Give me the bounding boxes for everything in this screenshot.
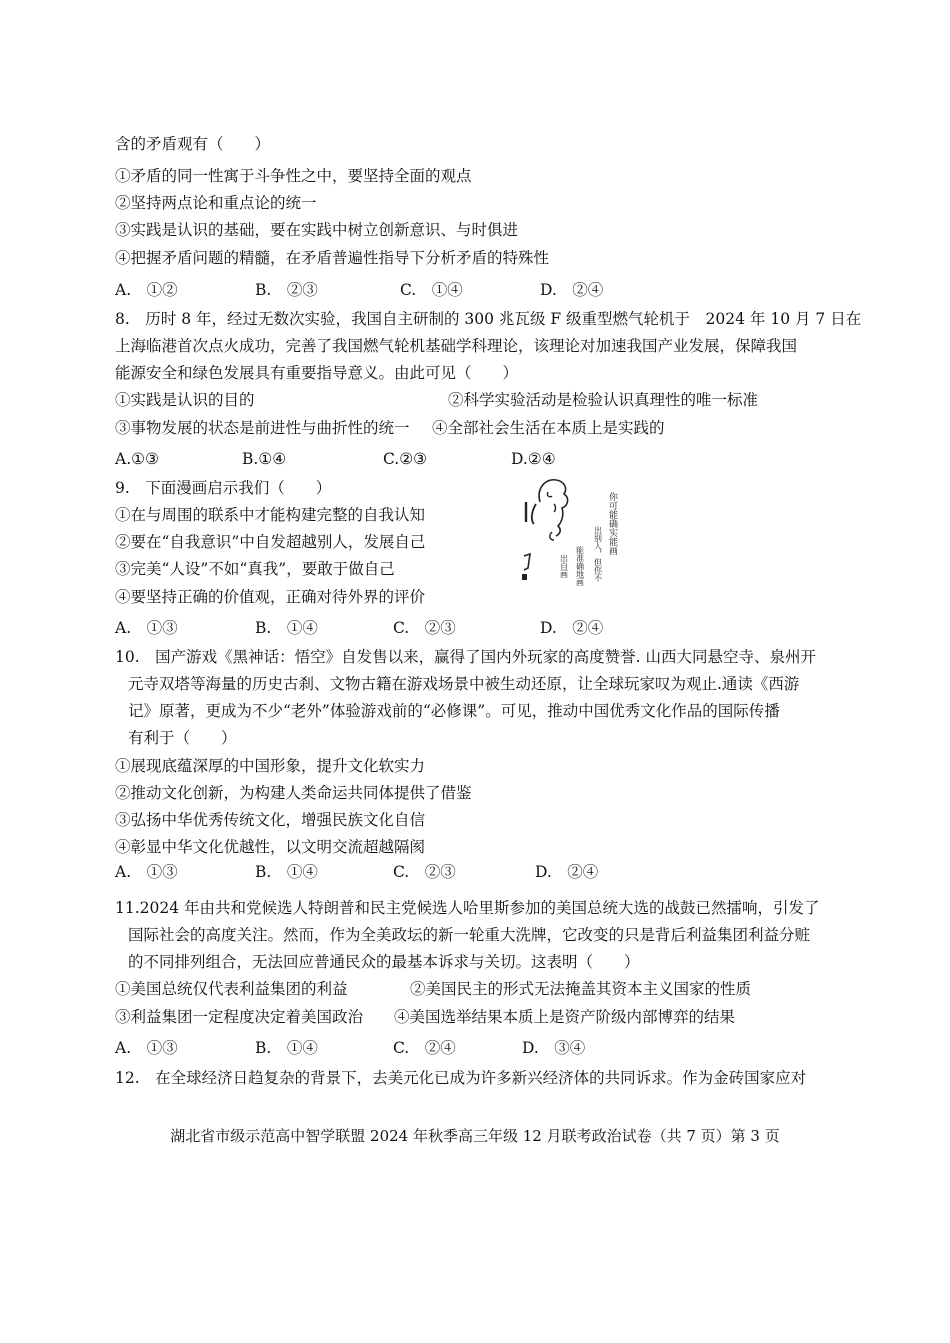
hair-stroke: [532, 504, 536, 524]
caption-column-1: 你可能确实能画: [607, 492, 617, 555]
q10-option-d: D. ②④: [535, 863, 599, 881]
q8-statement-1: ①实践是认识的目的: [115, 391, 255, 409]
q11-statement-1: ①美国总统仅代表利益集团的利益: [115, 980, 348, 998]
seal-mark: [522, 574, 527, 580]
q10-option-b: B. ①④: [255, 863, 318, 881]
q9-option-d: D. ②④: [540, 619, 604, 637]
q11-statement-4: ④美国选举结果本质上是资产阶级内部博弈的结果: [394, 1008, 736, 1026]
small-figure: [524, 554, 530, 570]
q11-option-d: D. ③④: [522, 1039, 586, 1057]
q8-option-b: B.①④: [242, 450, 287, 468]
q10-stem-line-2: 元寺双塔等海量的历史古刹、文物古籍在游戏场景中被生动还原，让全球玩家叹为观止.通读《西游: [128, 675, 800, 693]
q8-option-c: C.②③: [383, 450, 428, 468]
q9-option-c: C. ②③: [393, 619, 456, 637]
q9-option-b: B. ①④: [255, 619, 318, 637]
q8-stem-line-1: 8. 历时 8 年，经过无数次实验，我国自主研制的 300 兆瓦级 F 级重型燃气轮机于 2024 年 10 月 7 日在: [115, 310, 862, 328]
q8-option-a: A.①③: [115, 450, 159, 468]
q8-option-d: D.②④: [511, 450, 556, 468]
q7-option-a: A. ①②: [115, 281, 178, 299]
q8-statement-4: ④全部社会生活在本质上是实践的: [432, 419, 665, 437]
chin-stroke: [550, 532, 554, 540]
q7-option-b: B. ②③: [255, 281, 318, 299]
q10-statement-2: ②推动文化创新，为构建人类命运共同体提供了借鉴: [115, 784, 472, 802]
q10-stem-line-4: 有利于（ ）: [128, 729, 237, 747]
q9-statement-3: ③完美“人设”不如“真我”，要敢于做自己: [115, 560, 395, 578]
q7-option-d: D. ②④: [540, 281, 604, 299]
q11-statement-3: ③利益集团一定程度决定着美国政治: [115, 1008, 364, 1026]
q10-statement-4: ④彰显中华文化优越性，以文明交流超越隔阂: [115, 838, 426, 856]
q11-option-b: B. ①④: [255, 1039, 318, 1057]
face-outline: [539, 480, 568, 536]
q9-stem: 9. 下面漫画启示我们（ ）: [115, 479, 332, 497]
page-footer: 湖北省市级示范高中智学联盟 2024 年秋季高三年级 12 月联考政治试卷（共 7 页）第 3 页: [170, 1127, 780, 1145]
q10-statement-3: ③弘扬中华优秀传统文化，增强民族文化自信: [115, 811, 426, 829]
caption-column-4: 出自画: [559, 554, 569, 578]
q7-statement-4: ④把握矛盾问题的精髓，在矛盾普遍性指导下分析矛盾的特殊性: [115, 249, 550, 267]
q11-stem-line-1: 11.2024 年由共和党候选人特朗普和民主党候选人哈里斯参加的美国总统大选的战鼓已然擂响，引发了: [115, 899, 820, 917]
q8-stem-line-2: 上海临港首次点火成功，完善了我国燃气轮机基础学科理论，该理论对加速我国产业发展，保障我国: [115, 337, 798, 355]
q10-stem-line-1: 10. 国产游戏《黑神话：悟空》自发售以来，赢得了国内外玩家的高度赞誉. 山西大同悬空寺、泉州开: [115, 648, 817, 666]
self-portrait-cartoon: [518, 474, 618, 586]
q11-option-c: C. ②④: [393, 1039, 456, 1057]
q7-stem-continuation: 含的矛盾观有（ ）: [115, 135, 271, 153]
caption-column-3: 能准确地画: [575, 546, 585, 586]
q12-stem-line-1: 12. 在全球经济日趋复杂的背景下，去美元化已成为许多新兴经济体的共同诉求。作为金砖国家应对: [115, 1069, 807, 1087]
q9-statement-4: ④要坚持正确的价值观，正确对待外界的评价: [115, 588, 426, 606]
q7-statement-3: ③实践是认识的基础，要在实践中树立创新意识、与时俱进: [115, 221, 519, 239]
caption-column-2: 出别人，但你不: [593, 526, 603, 582]
q11-option-a: A. ①③: [115, 1039, 178, 1057]
q8-stem-line-3: 能源安全和绿色发展具有重要指导意义。由此可见（ ）: [115, 364, 519, 382]
q7-option-c: C. ①④: [400, 281, 463, 299]
q7-statement-1: ①矛盾的同一性寓于斗争性之中，要坚持全面的观点: [115, 167, 472, 185]
q9-option-a: A. ①③: [115, 619, 178, 637]
q9-statement-1: ①在与周围的联系中才能构建完整的自我认知: [115, 506, 426, 524]
q7-statement-2: ②坚持两点论和重点论的统一: [115, 194, 317, 212]
q10-statement-1: ①展现底蕴深厚的中国形象，提升文化软实力: [115, 757, 426, 775]
q11-stem-line-3: 的不同排列组合，无法回应普通民众的最基本诉求与关切。这表明（ ）: [128, 953, 640, 971]
q8-statement-3: ③事物发展的状态是前进性与曲折性的统一: [115, 419, 410, 437]
q10-stem-line-3: 记》原著，更成为不少“老外”体验游戏前的“必修课”。可见，推动中国优秀文化作品的国际传播: [128, 702, 780, 720]
q10-option-a: A. ①③: [115, 863, 178, 881]
nose-stroke: [554, 504, 556, 512]
q9-statement-2: ②要在“自我意识”中自发超越别人，发展自己: [115, 533, 426, 551]
eye-stroke: [547, 492, 552, 497]
q8-statement-2: ②科学实验活动是检验认识真理性的唯一标准: [448, 391, 759, 409]
q11-stem-line-2: 国际社会的高度关注。然而，作为全美政坛的新一轮重大洗牌，它改变的只是背后利益集团利益分赃: [128, 926, 811, 944]
q11-statement-2: ②美国民主的形式无法掩盖其资本主义国家的性质: [410, 980, 752, 998]
q10-option-c: C. ②③: [393, 863, 456, 881]
